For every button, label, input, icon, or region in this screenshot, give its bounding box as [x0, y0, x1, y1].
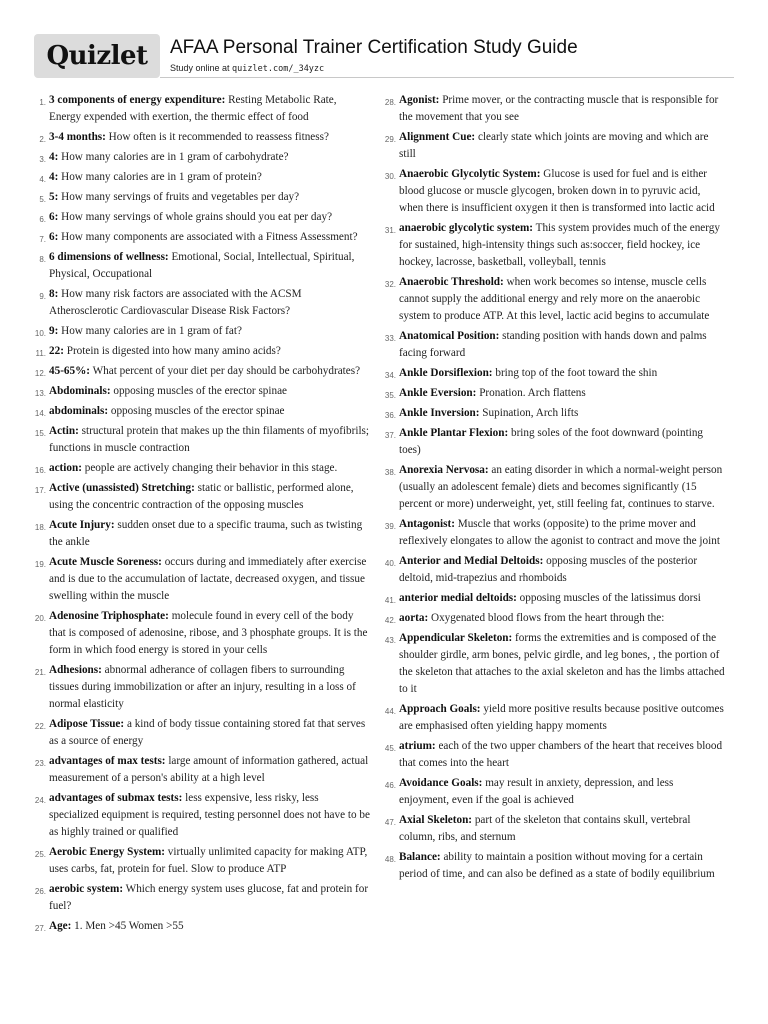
entry-term: 3 components of energy expenditure: [49, 94, 226, 106]
entry-number: 38. [384, 468, 396, 477]
entry-definition: opposing muscles of the erector spinae [110, 385, 288, 397]
entry-term: 22: [49, 345, 64, 357]
glossary-entry [30, 790, 370, 841]
entry-number: 20. [34, 614, 46, 623]
entry-number: 8. [39, 255, 46, 264]
entry-definition: What percent of your diet per day should be carbohydrates? [90, 365, 361, 377]
glossary-entry [30, 608, 370, 659]
entry-term: 6: [49, 231, 59, 243]
entry-definition: How many risk factors are associated with the ACSM Atherosclerotic Cardiovascular Disease Risk Factors? [49, 288, 302, 317]
glossary-entry [30, 363, 370, 380]
glossary-entry [30, 169, 370, 186]
entry-term: 3-4 months: [49, 131, 106, 143]
entry-term: abdominals: [49, 405, 109, 417]
entry-definition: Emotional, Social, Intellectual, Spiritual, Physical, Occupational [49, 251, 355, 280]
glossary-entry [30, 403, 370, 420]
entry-term: atrium: [399, 740, 436, 752]
entry-definition: sudden onset due to a specific trauma, such as twisting the ankle [49, 519, 363, 548]
glossary-entry [30, 189, 370, 206]
entry-term: Balance: [399, 851, 441, 863]
glossary-entry [380, 462, 725, 513]
entry-number: 23. [34, 759, 46, 768]
entry-term: Anterior and Medial Deltoids: [399, 555, 544, 567]
page-title: AFAA Personal Trainer Certification Study Guide [170, 37, 578, 58]
entry-number: 5. [39, 195, 46, 204]
entry-term: 6 dimensions of wellness: [49, 251, 169, 263]
entry-definition: when work becomes so intense, muscle cells cannot supply the additional energy and rely more on the anaerobic system to produce ATP. At this level, lactic acid begins to accumulate [399, 276, 710, 322]
entry-number: 11. [35, 349, 46, 358]
entry-number: 37. [384, 431, 396, 440]
entry-definition: ability to maintain a position without moving for a certain period of time, and can also be defined as a state of bodily equilibrium [399, 851, 715, 880]
glossary-entry [380, 385, 725, 402]
entry-definition: each of the two upper chambers of the heart that receives blood that comes into the heart [399, 740, 723, 769]
glossary-entry [30, 918, 370, 935]
glossary-entry [30, 383, 370, 400]
entry-term: advantages of max tests: [49, 755, 166, 767]
entry-term: Anatomical Position: [399, 330, 500, 342]
entry-definition: How many calories are in 1 gram of fat? [58, 325, 242, 337]
glossary-entry [380, 701, 725, 735]
entry-number: 26. [34, 887, 46, 896]
glossary-entry [380, 166, 725, 217]
glossary-entry [380, 553, 725, 587]
entry-term: 5: [49, 191, 59, 203]
glossary-entry [380, 775, 725, 809]
entry-definition: Glucose is used for fuel and is either blood glucose or muscle glycogen, broken down in to pyruvic acid, when there is insufficient oxygen it then is transformed into lactic acid [399, 168, 715, 214]
page-header [34, 34, 734, 78]
entry-definition: abnormal adherance of collagen fibers to surrounding tissues during immobilization or after an injury, resulting in a loss of normal elasticity [49, 664, 356, 710]
entry-term: Approach Goals: [399, 703, 481, 715]
glossary-entry [380, 220, 725, 271]
entry-definition: standing position with hands down and palms facing forward [399, 330, 707, 359]
entry-number: 19. [34, 560, 46, 569]
glossary-entry [380, 630, 725, 698]
glossary-entry [380, 274, 725, 325]
entry-number: 29. [384, 135, 396, 144]
entry-term: Appendicular Skeleton: [399, 632, 513, 644]
entry-definition: Resting Metabolic Rate, Energy expended with exertion, the thermic effect of food [49, 94, 337, 123]
glossary-entry [30, 249, 370, 283]
entry-term: anaerobic glycolytic system: [399, 222, 534, 234]
entry-number: 25. [34, 850, 46, 859]
glossary-entry [30, 554, 370, 605]
entry-definition: Supination, Arch lifts [479, 407, 579, 419]
glossary-entry [380, 405, 725, 422]
entry-term: Ankle Inversion: [399, 407, 480, 419]
entry-number: 35. [384, 391, 396, 400]
entry-term: Adenosine Triphosphate: [49, 610, 169, 622]
glossary-entry [30, 662, 370, 713]
entry-number: 10. [34, 329, 46, 338]
glossary-entry [30, 323, 370, 340]
entry-term: 4: [49, 171, 59, 183]
glossary-entry [30, 844, 370, 878]
entry-term: 6: [49, 211, 59, 223]
entry-definition: This system provides much of the energy for sustained, high-intensity things such as:soccer, field hockey, ice hockey, lacrosse, basketball, volleyball, tennis [399, 222, 720, 268]
entry-definition: forms the extremities and is composed of the shoulder girdle, arm bones, pelvic girdle, and leg bones, , the portion of the skeleton that attaches to the axial skeleton and has the limbs attached to it [399, 632, 725, 695]
entry-number: 31. [384, 226, 396, 235]
glossary-entry [380, 425, 725, 459]
entry-term: Ankle Dorsiflexion: [399, 367, 493, 379]
glossary-entry [30, 343, 370, 360]
entry-number: 40. [384, 559, 396, 568]
entry-term: Abdominals: [49, 385, 111, 397]
glossary-entry [30, 517, 370, 551]
entry-number: 43. [384, 636, 396, 645]
glossary-entry [30, 881, 370, 915]
entry-term: 4: [49, 151, 59, 163]
glossary-entry [380, 92, 725, 126]
entry-definition: opposing muscles of the posterior deltoid, mid-trapezius and rhomboids [399, 555, 698, 584]
entry-number: 42. [384, 616, 396, 625]
entry-definition: How many servings of whole grains should you eat per day? [58, 211, 333, 223]
entry-term: 8: [49, 288, 59, 300]
quizlet-logo[interactable]: Quizlet [34, 34, 160, 78]
study-online-line [170, 63, 324, 74]
glossary-entry [380, 849, 725, 883]
entry-definition: opposing muscles of the erector spinae [108, 405, 285, 417]
entry-definition: structural protein that makes up the thin filaments of myofibrils; functions in muscle contraction [49, 425, 370, 454]
entry-definition: How many calories are in 1 gram of carbohydrate? [58, 151, 289, 163]
entry-definition: Prime mover, or the contracting muscle that is responsible for the movement that you see [399, 94, 719, 123]
entry-number: 34. [384, 371, 396, 380]
glossary-entry [30, 92, 370, 126]
entry-definition: How many components are associated with a Fitness Assessment? [58, 231, 358, 243]
entry-definition: 1. Men >45 Women >55 [71, 920, 184, 932]
entry-term: Avoidance Goals: [399, 777, 483, 789]
entry-term: Ankle Eversion: [399, 387, 477, 399]
entry-term: 9: [49, 325, 59, 337]
entry-definition: virtually unlimited capacity for making ATP, uses carbs, fat, protein for fuel. Slow to produce ATP [49, 846, 368, 875]
entry-number: 36. [384, 411, 396, 420]
glossary-entry [30, 229, 370, 246]
glossary-entry [380, 610, 725, 627]
entry-number: 45. [384, 744, 396, 753]
entry-term: aerobic system: [49, 883, 124, 895]
entry-definition: How many calories are in 1 gram of protein? [58, 171, 262, 183]
entry-number: 4. [39, 175, 46, 184]
entry-term: Agonist: [399, 94, 440, 106]
left-column [30, 92, 370, 938]
entry-term: Age: [49, 920, 72, 932]
entry-number: 30. [384, 172, 396, 181]
entry-definition: people are actively changing their behavior in this stage. [81, 462, 338, 474]
entry-term: Axial Skeleton: [399, 814, 473, 826]
entry-number: 39. [384, 522, 396, 531]
entry-term: Adipose Tissue: [49, 718, 125, 730]
entry-number: 7. [39, 235, 46, 244]
entry-definition: Pronation. Arch flattens [476, 387, 586, 399]
entry-number: 1. [39, 98, 46, 107]
glossary-entry [380, 590, 725, 607]
entry-number: 13. [34, 389, 46, 398]
glossary-entry [30, 149, 370, 166]
entry-number: 47. [384, 818, 396, 827]
entry-definition: yield more positive results because positive outcomes are emphasised often yielding happy moments [399, 703, 724, 732]
entry-term: aorta: [399, 612, 429, 624]
entry-number: 32. [384, 280, 396, 289]
entry-number: 41. [384, 596, 396, 605]
right-column [380, 92, 725, 886]
entry-definition: bring soles of the foot downward (pointing toes) [399, 427, 704, 456]
entry-number: 21. [34, 668, 46, 677]
entry-definition: a kind of body tissue containing stored fat that serves as a source of energy [49, 718, 366, 747]
entry-term: Aerobic Energy System: [49, 846, 165, 858]
entry-term: Acute Muscle Soreness: [49, 556, 162, 568]
glossary-entry [380, 365, 725, 382]
entry-term: Adhesions: [49, 664, 102, 676]
entry-definition: molecule found in every cell of the body that is composed of adenosine, ribose, and 3 phosphate groups. It is the form in which food energy is stored in your cells [49, 610, 368, 656]
entry-term: advantages of submax tests: [49, 792, 183, 804]
entry-term: Alignment Cue: [399, 131, 476, 143]
entry-definition: Protein is digested into how many amino acids? [63, 345, 281, 357]
glossary-entry [30, 753, 370, 787]
glossary-entry [30, 480, 370, 514]
glossary-entry [380, 738, 725, 772]
entry-definition: bring top of the foot toward the shin [492, 367, 658, 379]
entry-number: 28. [384, 98, 396, 107]
entry-term: Anaerobic Threshold: [399, 276, 504, 288]
entry-number: 18. [34, 523, 46, 532]
entry-term: Actin: [49, 425, 79, 437]
entry-number: 24. [34, 796, 46, 805]
entry-definition: large amount of information gathered, actual measurement of a person's ability at a high level [49, 755, 369, 784]
entry-number: 2. [39, 135, 46, 144]
entry-number: 12. [34, 369, 46, 378]
entry-number: 48. [384, 855, 396, 864]
entry-number: 22. [34, 722, 46, 731]
entry-definition: an eating disorder in which a normal-weight person (usually an adolescent female) diets and becomes significantly (15 percent or more) underweight, yet, still feeling fat, continues to starve. [399, 464, 723, 510]
entry-number: 27. [34, 924, 46, 933]
entry-number: 16. [34, 466, 46, 475]
entry-definition: may result in anxiety, depression, and less enjoyment, even if the goal is achieved [399, 777, 674, 806]
study-online-label: Study online at [170, 63, 233, 73]
glossary-entry [380, 129, 725, 163]
entry-definition: occurs during and immediately after exercise and is due to the accumulation of lactate, decreased oxygen, and tissue swelling within the muscle [49, 556, 367, 602]
glossary-entry [30, 129, 370, 146]
glossary-entry [380, 516, 725, 550]
entry-term: action: [49, 462, 82, 474]
entry-number: 17. [34, 486, 46, 495]
glossary-entry [30, 209, 370, 226]
glossary-entry [380, 812, 725, 846]
header-divider [160, 77, 734, 78]
entry-number: 9. [39, 292, 46, 301]
entry-definition: How many servings of fruits and vegetables per day? [58, 191, 300, 203]
glossary-entry [380, 328, 725, 362]
glossary-entry [30, 460, 370, 477]
entry-number: 33. [384, 334, 396, 343]
entry-term: Acute Injury: [49, 519, 115, 531]
entry-definition: Oxygenated blood flows from the heart through the: [428, 612, 665, 624]
entry-definition: static or ballistic, performed alone, using the concentric contraction of the opposing muscles [49, 482, 354, 511]
entry-number: 14. [34, 409, 46, 418]
entry-term: Antagonist: [399, 518, 455, 530]
entry-number: 6. [39, 215, 46, 224]
entry-number: 15. [34, 429, 46, 438]
entry-definition: part of the skeleton that contains skull, vertebral column, ribs, and sternum [399, 814, 691, 843]
entry-number: 3. [39, 155, 46, 164]
entry-definition: Muscle that works (opposite) to the prime mover and reflexively elongates to allow the agonist to contract and move the joint [399, 518, 720, 547]
entry-term: Anaerobic Glycolytic System: [399, 168, 541, 180]
entry-definition: clearly state which joints are moving and which are still [399, 131, 709, 160]
glossary-entry [30, 716, 370, 750]
entry-number: 44. [384, 707, 396, 716]
entry-term: anterior medial deltoids: [399, 592, 517, 604]
glossary-entry [30, 423, 370, 457]
entry-number: 46. [384, 781, 396, 790]
entry-definition: less expensive, less risky, less specialized equipment is required, testing personnel does not have to be as highly trained or qualified [49, 792, 370, 838]
entry-definition: Which energy system uses glucose, fat and protein for fuel? [49, 883, 369, 912]
entry-definition: How often is it recommended to reassess fitness? [105, 131, 329, 143]
glossary-entry [30, 286, 370, 320]
entry-term: Active (unassisted) Stretching: [49, 482, 195, 494]
entry-term: Anorexia Nervosa: [399, 464, 489, 476]
entry-term: 45-65%: [49, 365, 91, 377]
entry-term: Ankle Plantar Flexion: [399, 427, 509, 439]
study-online-link[interactable]: quizlet.com/_34yzc [232, 64, 325, 74]
entry-definition: opposing muscles of the latissimus dorsi [516, 592, 701, 604]
